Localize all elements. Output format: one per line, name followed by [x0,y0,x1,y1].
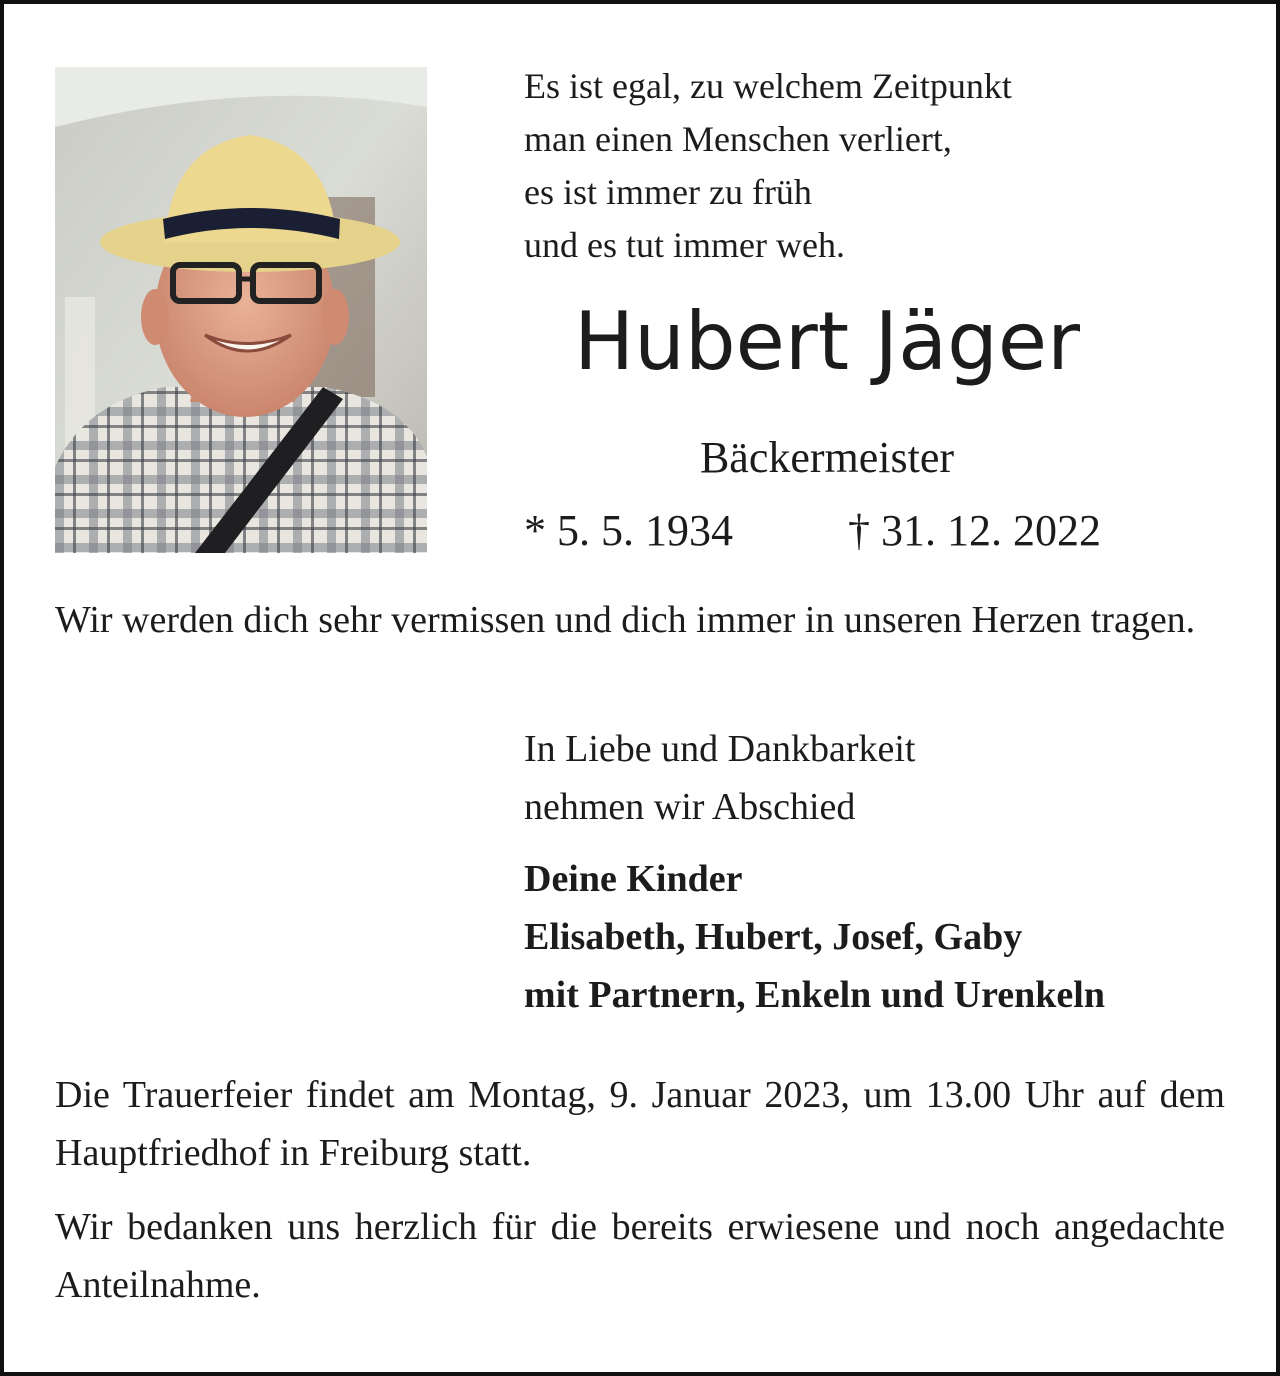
death-date: † 31. 12. 2022 [848,506,1101,555]
message-paragraph: Wir werden dich sehr vermissen und dich immer in unseren Herzen tragen. [55,599,1196,641]
poem-line: Es ist egal, zu welchem Zeitpunkt [524,66,1012,106]
farewell-line: In Liebe und Dankbarkeit [524,728,916,770]
farewell-line: nehmen wir Abschied [524,786,856,828]
ceremony-paragraph: Die Trauerfeier findet am Montag, 9. Januar 2023, um 13.00 Uhr auf dem Hauptfriedhof in Freiburg statt. [55,1074,1225,1174]
farewell-text [524,720,1224,836]
family-line: mit Partnern, Enkeln und Urenkeln [524,974,1105,1016]
portrait-photo [55,67,427,553]
birth-date: * 5. 5. 1934 [524,506,733,555]
thanks-paragraph: Wir bedanken uns herzlich für die bereits erwiesene und noch angedachte Anteilnahme. [55,1206,1225,1306]
family-signature [524,850,1234,1024]
poem [524,60,1224,272]
family-line: Elisabeth, Hubert, Josef, Gaby [524,916,1023,958]
poem-line: und es tut immer weh. [524,225,845,265]
poem-line: man einen Menschen verliert, [524,119,952,159]
deceased-name: Hubert Jäger [573,295,1081,388]
family-line: Deine Kinder [524,858,743,900]
deceased-profession: Bäckermeister [699,433,955,482]
poem-line: es ist immer zu früh [524,172,812,212]
